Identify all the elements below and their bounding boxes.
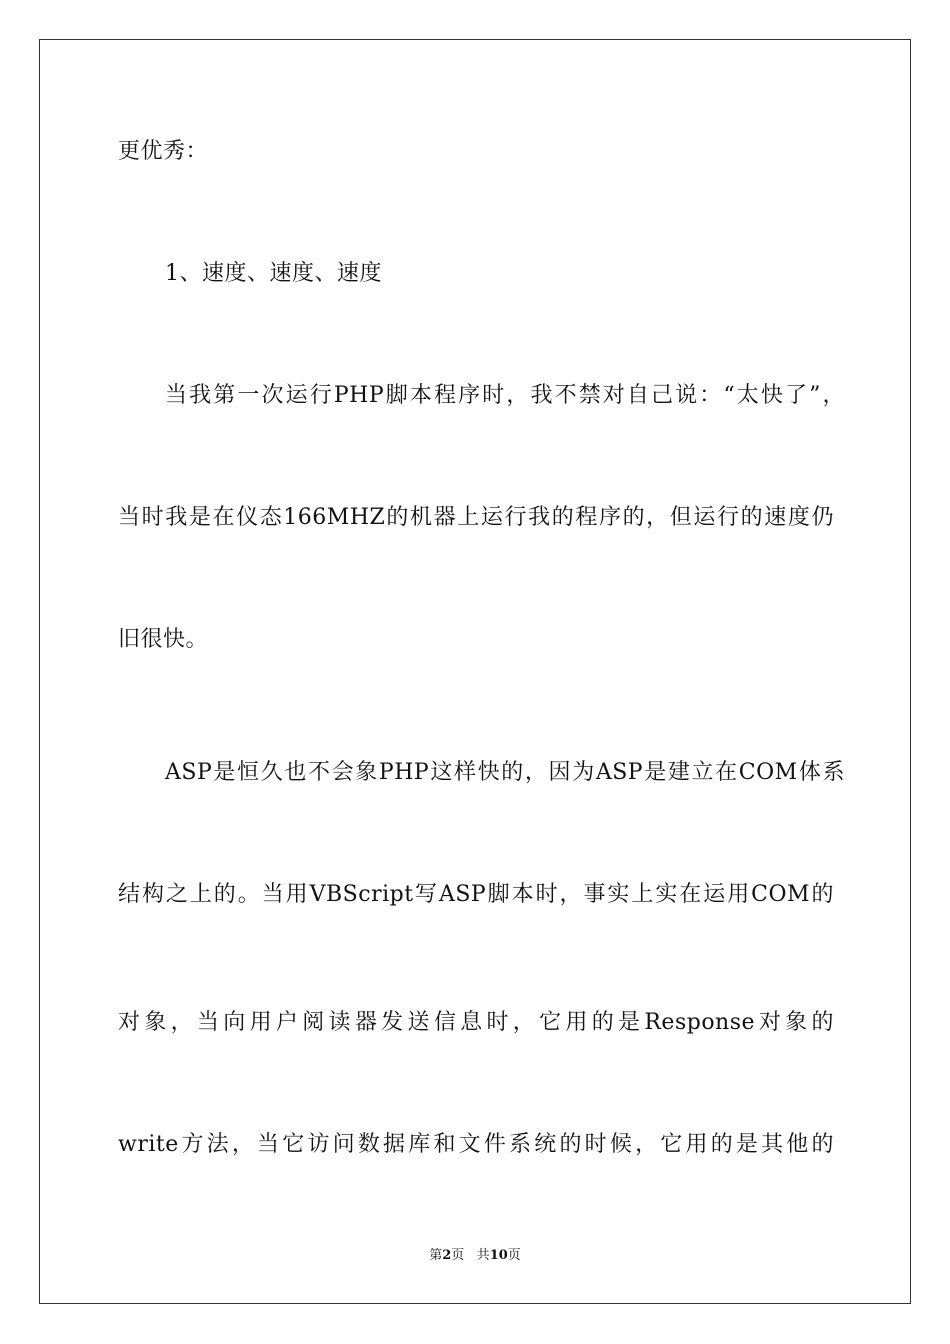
text-line-8: 对象，当向用户阅读器发送信息时，它用的是Response对象的 bbox=[118, 1010, 834, 1035]
text-line-1: 更优秀： bbox=[118, 139, 209, 164]
page-footer bbox=[0, 1247, 950, 1265]
page-number: 2 bbox=[442, 1248, 452, 1263]
text-line-9: write方法，当它访问数据库和文件系统的时候，它用的是其他的 bbox=[118, 1132, 834, 1157]
text-line-6: ASP是恒久也不会象PHP这样快的，因为ASP是建立在COM体系 bbox=[165, 760, 845, 785]
total-prefix: 共 bbox=[476, 1248, 490, 1263]
total-pages: 10 bbox=[489, 1248, 508, 1263]
text-line-5: 旧很快。 bbox=[118, 627, 209, 652]
text-line-3: 当我第一次运行PHP脚本程序时，我不禁对自己说：“太快了”， bbox=[165, 383, 845, 408]
page-frame bbox=[39, 39, 911, 1304]
text-line-7: 结构之上的。当用VBScript写ASP脚本时，事实上实在运用COM的 bbox=[118, 882, 834, 907]
page-prefix: 第 bbox=[429, 1248, 443, 1263]
text-line-2: 1、速度、速度、速度 bbox=[165, 261, 382, 286]
page-suffix: 页 bbox=[451, 1248, 465, 1263]
total-suffix: 页 bbox=[507, 1248, 521, 1263]
text-line-4: 当时我是在仪态166MHZ的机器上运行我的程序的，但运行的速度仍 bbox=[118, 505, 834, 530]
